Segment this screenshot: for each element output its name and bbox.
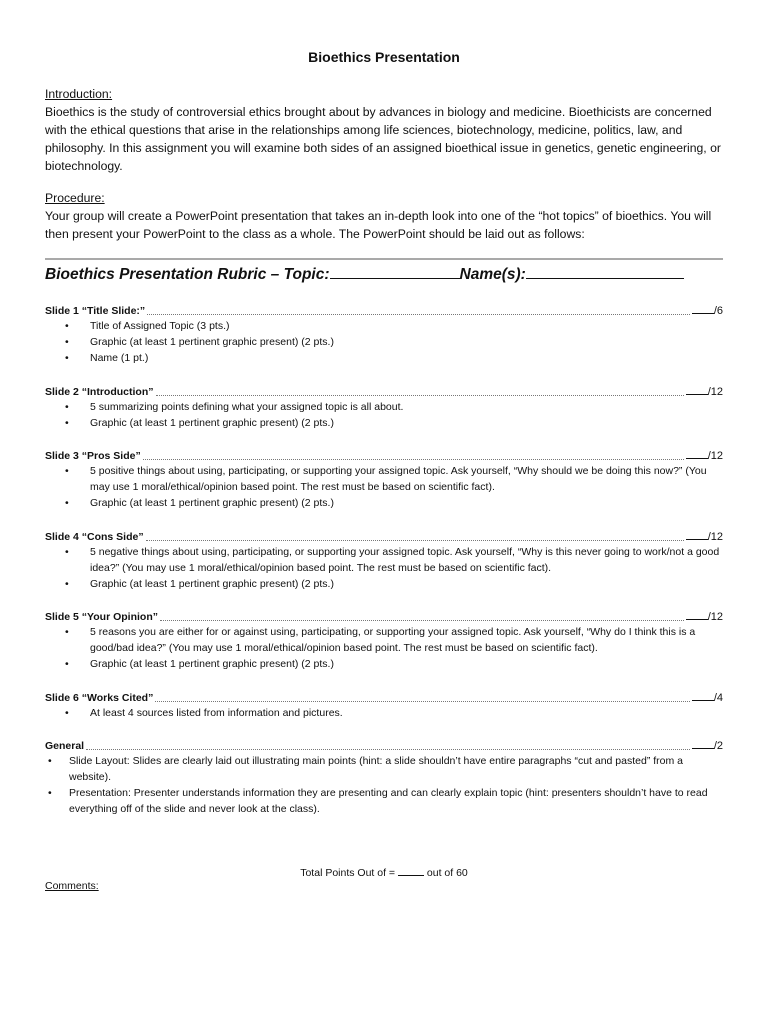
list-item xyxy=(45,334,725,350)
total-points xyxy=(0,864,768,879)
list-item xyxy=(45,463,725,495)
list-item xyxy=(45,624,725,656)
list-item-text: Graphic (at least 1 pertinent graphic present) (2 pts.) xyxy=(90,578,334,590)
general-row xyxy=(45,737,723,753)
section-divider xyxy=(45,258,723,260)
slide-3-label: Slide 3 “Pros Side” xyxy=(45,450,141,462)
slide-1-score: /6 xyxy=(713,305,723,317)
bullet-icon: • xyxy=(65,626,69,638)
topic-blank xyxy=(330,264,460,279)
bullet-icon: • xyxy=(65,707,69,719)
list-item-text: Graphic (at least 1 pertinent graphic present) (2 pts.) xyxy=(90,417,334,429)
list-item xyxy=(45,753,725,785)
procedure-section xyxy=(45,189,725,243)
dot-leader xyxy=(147,313,690,315)
bullet-icon: • xyxy=(48,755,52,767)
dot-leader xyxy=(156,394,684,396)
slide-5-row xyxy=(45,608,723,624)
list-item-text: At least 4 sources listed from information and pictures. xyxy=(90,707,343,719)
introduction-section xyxy=(45,85,725,175)
dot-leader xyxy=(86,748,690,750)
slide-4-row xyxy=(45,528,723,544)
slide-4-bullets xyxy=(45,544,725,592)
slide-6-bullets xyxy=(45,705,725,721)
rubric-topic-label: Bioethics Presentation Rubric – Topic: xyxy=(45,266,330,283)
dot-leader xyxy=(143,458,684,460)
dot-leader xyxy=(155,700,689,702)
general-label: General xyxy=(45,740,85,752)
list-item-text: 5 positive things about using, participating, or supporting your assigned topic. Ask yourself, “Why should we be doing this now?” (You may use 1 moral/ethical/opinion based point. The rest must be based on scientific fact). xyxy=(90,465,707,493)
list-item-text: Graphic (at least 1 pertinent graphic present) (2 pts.) xyxy=(90,658,334,670)
bullet-icon: • xyxy=(65,578,69,590)
list-item xyxy=(45,495,725,511)
list-item-text: Graphic (at least 1 pertinent graphic present) (2 pts.) xyxy=(90,336,334,348)
slide-3-score: /12 xyxy=(707,450,723,462)
procedure-text: Your group will create a PowerPoint presentation that takes an in-depth look into one of the “hot topics” of bioethics. You will then present your PowerPoint to the class as a whole. The PowerPoint should be laid out as follows: xyxy=(45,209,712,241)
slide-1-label: Slide 1 “Title Slide:” xyxy=(45,305,146,317)
list-item xyxy=(45,705,725,721)
bullet-icon: • xyxy=(65,401,69,413)
dot-leader xyxy=(146,539,684,541)
slide-1-bullets xyxy=(45,318,725,366)
score-blank xyxy=(686,608,708,620)
introduction-text: Bioethics is the study of controversial ethics brought about by advances in biology and medicine. Bioethicists are concerned with the ethical questions that arise in the relationships among life sciences, biotechnology, medicine, politics, law, and philosophy. In this assignment you will examine both sides of an assigned bioethical issue in genetics, genetic engineering, or biotechnology. xyxy=(45,105,721,173)
slide-2-bullets xyxy=(45,399,725,431)
slide-5-label: Slide 5 “Your Opinion” xyxy=(45,611,158,623)
list-item-text: Name (1 pt.) xyxy=(90,352,149,364)
slide-5-bullets xyxy=(45,624,725,672)
slide-2-label: Slide 2 “Introduction” xyxy=(45,386,154,398)
rubric-names-label: Name(s): xyxy=(459,266,526,283)
bullet-icon: • xyxy=(65,320,69,332)
slide-2-score: /12 xyxy=(707,386,723,398)
total-blank xyxy=(398,864,424,876)
bullet-icon: • xyxy=(65,352,69,364)
slide-6-score: /4 xyxy=(713,692,723,704)
list-item xyxy=(45,544,725,576)
score-blank xyxy=(692,689,714,701)
slide-3-row xyxy=(45,447,723,463)
comments-label: Comments: xyxy=(45,880,99,892)
list-item xyxy=(45,318,725,334)
list-item-text: Graphic (at least 1 pertinent graphic present) (2 pts.) xyxy=(90,497,334,509)
score-blank xyxy=(686,447,708,459)
total-prefix: Total Points Out of = xyxy=(300,867,398,879)
bullet-icon: • xyxy=(48,787,52,799)
slide-4-label: Slide 4 “Cons Side” xyxy=(45,531,144,543)
dot-leader xyxy=(160,619,684,621)
score-blank xyxy=(692,737,714,749)
list-item xyxy=(45,785,725,817)
rubric-title xyxy=(45,264,725,284)
slide-3-bullets xyxy=(45,463,725,511)
page-title: Bioethics Presentation xyxy=(308,49,460,65)
bullet-icon: • xyxy=(65,658,69,670)
list-item-text: 5 summarizing points defining what your assigned topic is all about. xyxy=(90,401,404,413)
slide-2-row xyxy=(45,383,723,399)
slide-1-row xyxy=(45,302,723,318)
bullet-icon: • xyxy=(65,546,69,558)
list-item-text: Presentation: Presenter understands information they are presenting and can clearly explain topic (hint: presenters shouldn’t have to read everything off of the slide and never look at the class). xyxy=(69,787,708,815)
list-item xyxy=(45,399,725,415)
general-score: /2 xyxy=(713,740,723,752)
bullet-icon: • xyxy=(65,336,69,348)
bullet-icon: • xyxy=(65,497,69,509)
slide-6-label: Slide 6 “Works Cited” xyxy=(45,692,154,704)
list-item-text: 5 negative things about using, participating, or supporting your assigned topic. Ask yourself, “Why is this never going to work/not a good idea?” (You may use 1 moral/ethical/opinion based point. The rest must be based on scientific fact). xyxy=(90,546,720,574)
score-blank xyxy=(692,302,714,314)
introduction-heading: Introduction: xyxy=(45,87,113,101)
list-item xyxy=(45,576,725,592)
list-item xyxy=(45,415,725,431)
slide-6-row xyxy=(45,689,723,705)
bullet-icon: • xyxy=(65,465,69,477)
slide-5-score: /12 xyxy=(707,611,723,623)
list-item-text: Title of Assigned Topic (3 pts.) xyxy=(90,320,230,332)
list-item xyxy=(45,656,725,672)
general-bullets xyxy=(45,753,725,817)
bullet-icon: • xyxy=(65,417,69,429)
total-suffix: out of 60 xyxy=(423,867,468,879)
list-item xyxy=(45,350,725,366)
names-blank xyxy=(526,264,684,279)
slide-4-score: /12 xyxy=(707,531,723,543)
score-blank xyxy=(686,383,708,395)
procedure-heading: Procedure: xyxy=(45,191,105,205)
score-blank xyxy=(686,528,708,540)
list-item-text: Slide Layout: Slides are clearly laid out illustrating main points (hint: a slide shouldn’t have entire paragraphs “cut and pasted” from a website). xyxy=(69,755,684,783)
list-item-text: 5 reasons you are either for or against using, participating, or supporting your assigned topic. Ask yourself, “Why do I think this is a good/bad idea?” (You may use 1 moral/ethical/opinion based point. The rest must be based on scientific fact). xyxy=(90,626,696,654)
